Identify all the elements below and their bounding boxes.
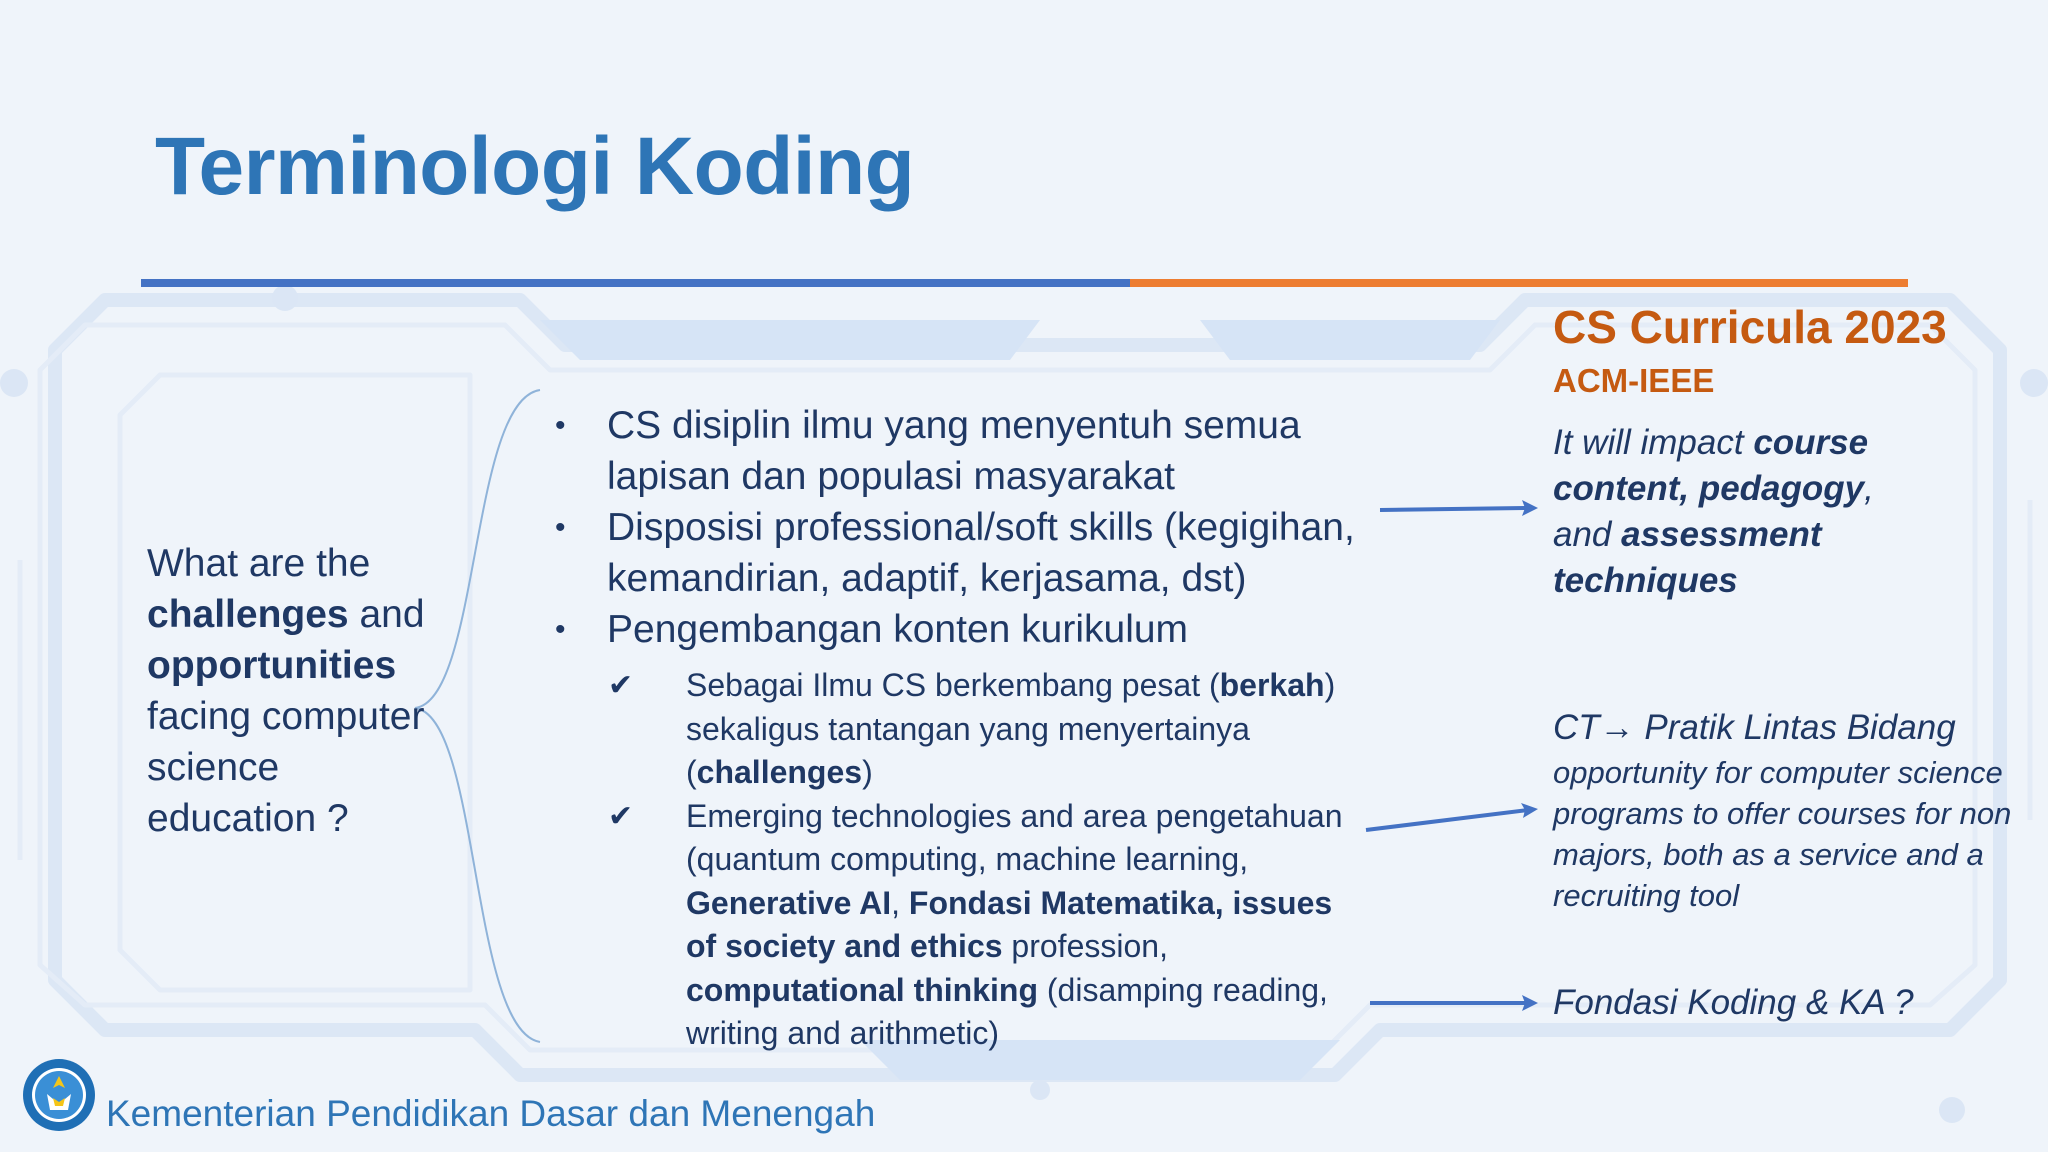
checkmark-icon: ✔ <box>608 669 634 702</box>
question-part2: and <box>359 593 425 636</box>
impact-part: It will impact <box>1553 423 1754 462</box>
check-text: (disamping reading, writing and arithmetic) <box>686 971 1328 1051</box>
check-text: Sebagai Ilmu CS berkembang pesat ( <box>686 667 1220 703</box>
bullet-text: Pengembangan konten kurikulum <box>607 608 1189 651</box>
question-bold-opportunities: opportunities <box>147 644 397 687</box>
check-bold: computational thinking <box>686 971 1038 1008</box>
check-bold: Fondasi Matematika, issues of society and ethics <box>686 884 1333 964</box>
cs-curricula-subtitle: ACM-IEEE <box>1553 362 1715 399</box>
bullet-dot-icon: • <box>555 613 566 646</box>
bullet-item <box>555 502 1385 604</box>
check-bold: Generative AI <box>686 884 892 921</box>
check-bold: berkah <box>1219 667 1325 703</box>
impact-bold: course content, pedagogy <box>1553 423 1869 508</box>
bullet-list <box>555 400 1385 655</box>
bullet-text: CS disiplin ilmu yang menyentuh semua lapisan dan populasi masyarakat <box>607 404 1301 498</box>
bullet-dot-icon: • <box>555 511 566 544</box>
impact-part: , and <box>1553 469 1874 554</box>
checkmark-icon: ✔ <box>608 799 634 833</box>
question-part3: facing computer science education ? <box>147 695 425 840</box>
check-item <box>608 795 1368 1056</box>
impact-bold: assessment techniques <box>1553 515 1822 600</box>
question-bold-challenges: challenges <box>147 593 349 636</box>
fondasi-text: Fondasi Koding & KA ? <box>1553 983 1914 1022</box>
footer-ministry-name: Kementerian Pendidikan Dasar dan Menengah <box>106 1093 876 1134</box>
check-item <box>608 664 1368 795</box>
check-text: profession, <box>1002 928 1168 964</box>
bullet-text: Disposisi professional/soft skills (kegigihan, kemandirian, adaptif, kerjasama, dst) <box>607 506 1355 600</box>
ct-description: opportunity for computer science programs to offer courses for non majors, both as a service and a recruiting tool <box>1553 755 2012 913</box>
check-text: ) sekaligus tantangan yang menyertainya ( <box>686 667 1336 790</box>
question-text <box>147 538 447 844</box>
cs-curricula-title: CS Curricula 2023 <box>1553 301 1947 353</box>
ct-heading: CT→ Pratik Lintas Bidang <box>1553 708 1956 747</box>
impact-text <box>1553 420 1933 604</box>
check-bold: challenges <box>696 754 863 790</box>
bullet-dot-icon: • <box>555 409 566 442</box>
check-text: ) <box>862 754 873 790</box>
check-list <box>608 664 1368 1056</box>
title-rule-blue <box>141 279 1130 287</box>
bullet-item <box>555 604 1385 655</box>
question-part1: What are the <box>147 542 371 585</box>
page-title: Terminologi Koding <box>155 121 915 212</box>
check-text: Emerging technologies and area pengetahuan (quantum computing, machine learning, <box>686 797 1343 877</box>
ministry-logo-icon <box>22 1058 96 1132</box>
check-text: , <box>891 884 909 921</box>
title-rule-orange <box>1130 279 1908 287</box>
bullet-item <box>555 400 1385 502</box>
